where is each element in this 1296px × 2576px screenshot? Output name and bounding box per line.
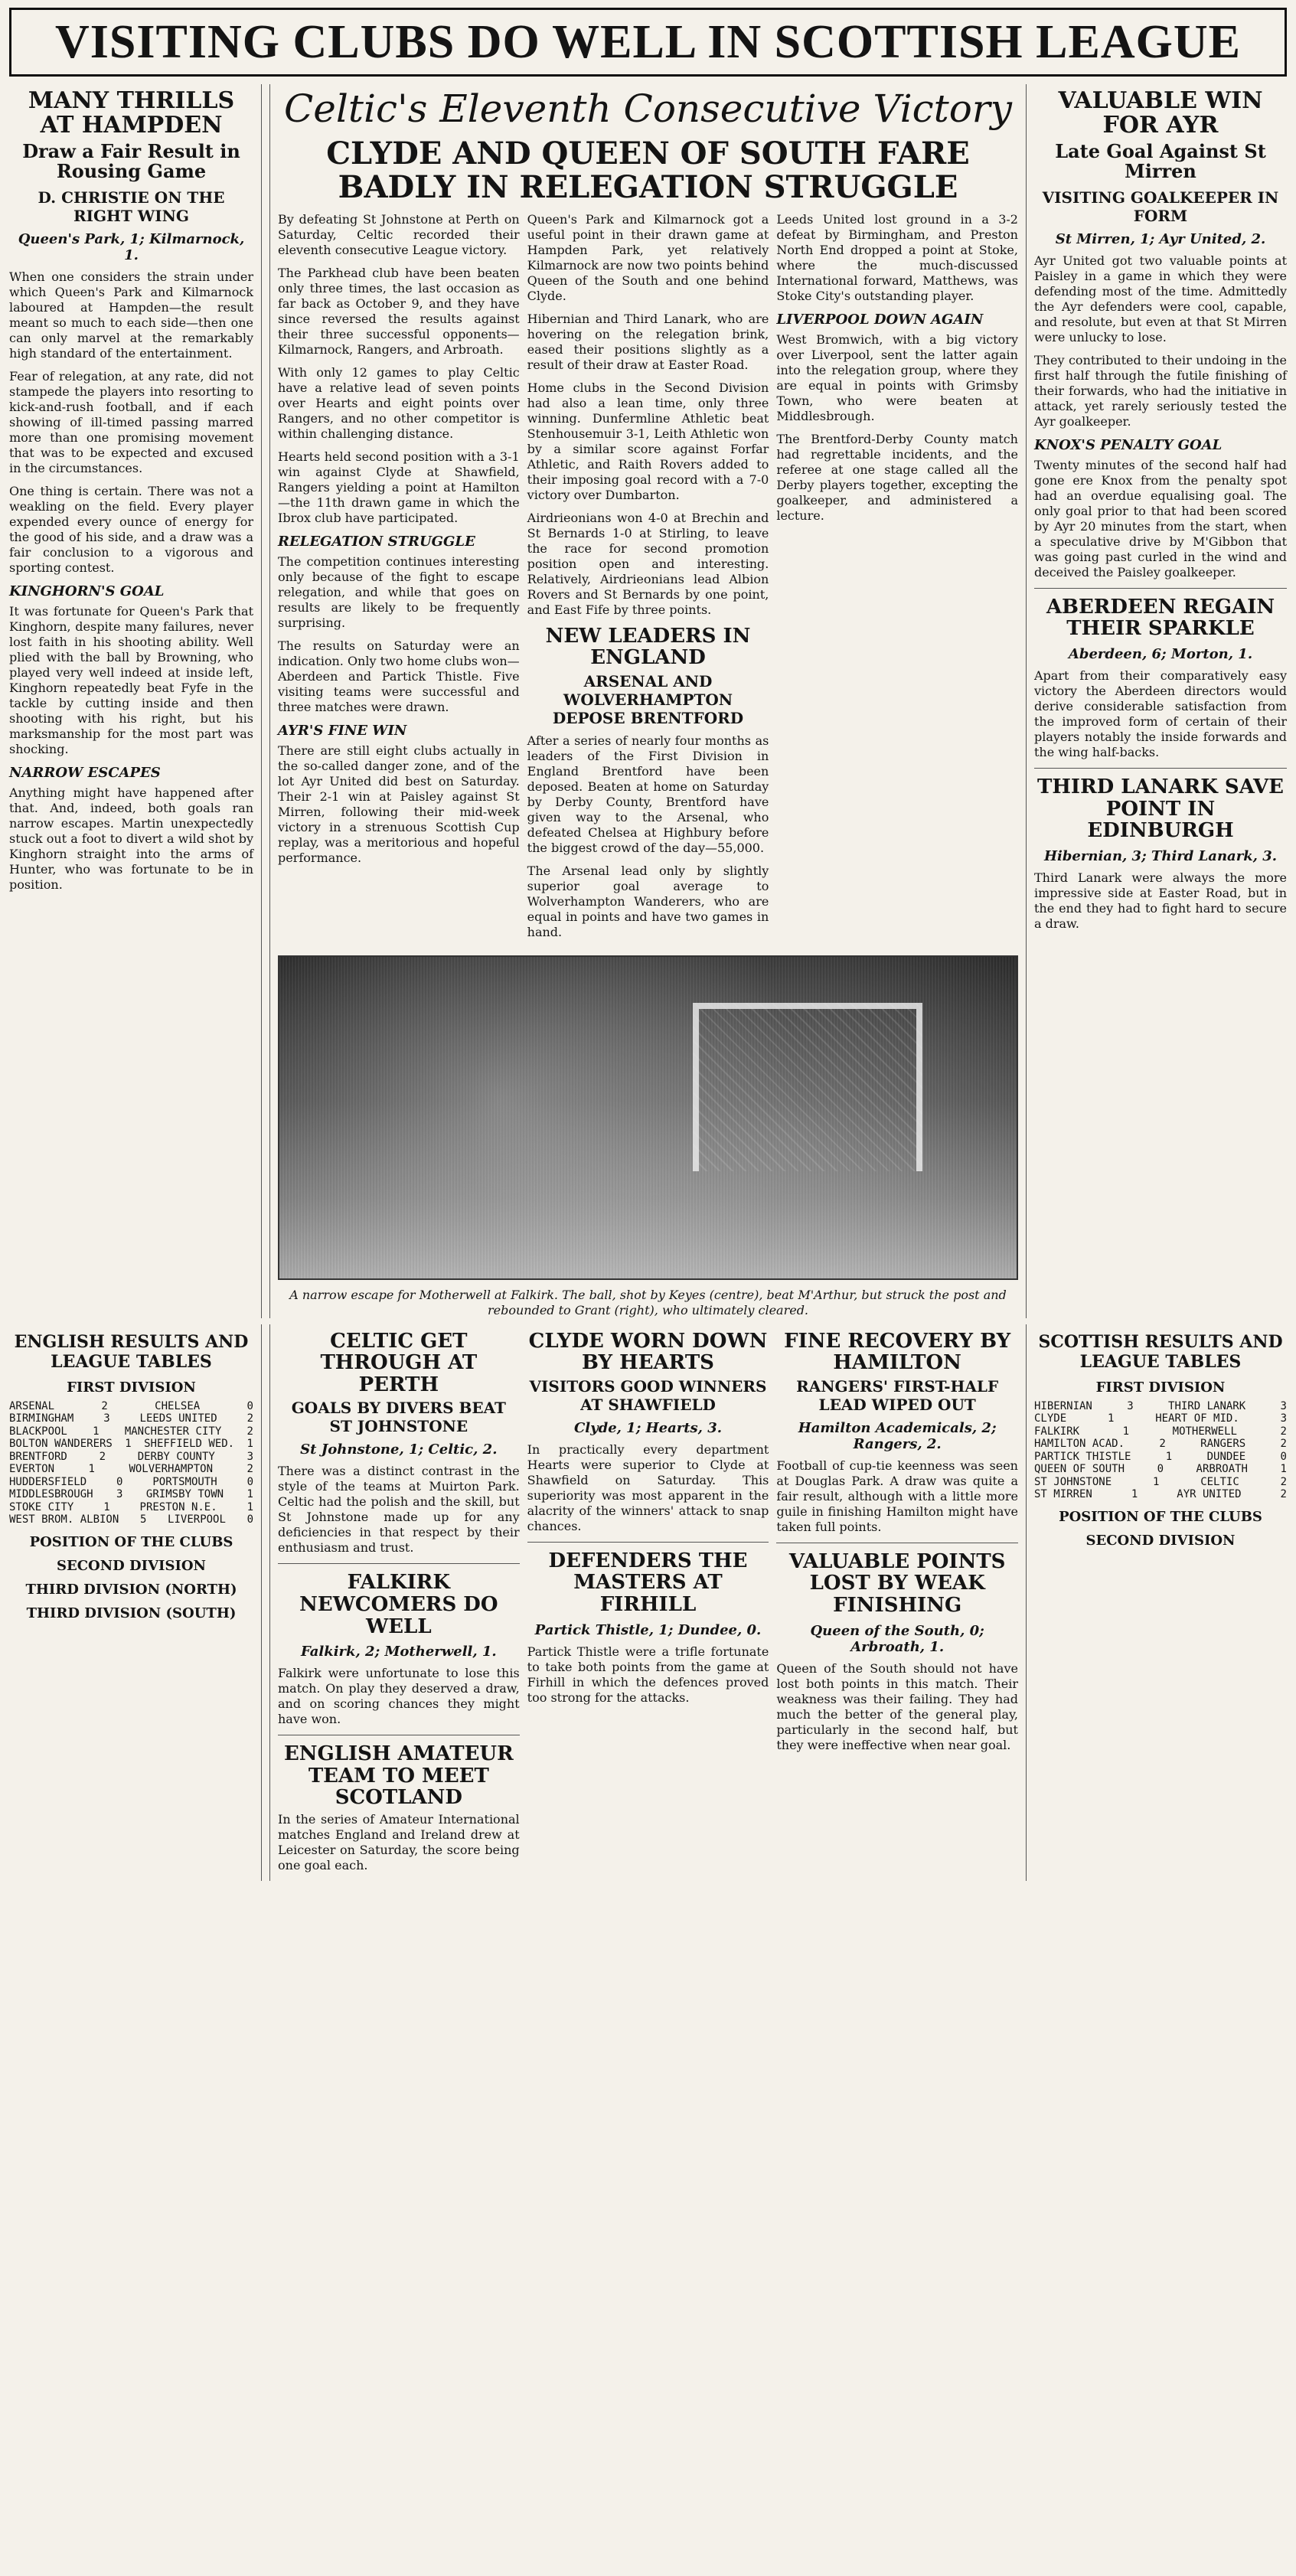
hamilton-head: FINE RECOVERY BY HAMILTON [784,1329,1011,1375]
left-section-head: NARROW ESCAPES [9,764,161,781]
celtic-dateline: St Johnstone, 1; Celtic, 2. [300,1441,498,1458]
top-band [9,84,1287,1318]
result-row [1034,1425,1287,1438]
right-byline: VISITING GOALKEEPER IN FORM [1042,188,1279,225]
rule [527,1542,769,1543]
result-row [9,1476,253,1489]
center-paragraph: Airdrieonians won 4-0 at Brechin and St Bernards 1-0 at Stirling, to leave the race for second promotion position open and interesting. Relatively, Airdrieonians lead Albion Rovers and St Bernards by one point, and East Fife by three points. [527,510,769,617]
weak-finishing-paragraph: Queen of the South should not have lost both points in this match. Their weakness was their failing. They had much the better of the general play, particularly in the second half, but they were ineffective when near goal. [776,1660,1018,1752]
result-row [1034,1438,1287,1451]
home-score: 0 [116,1475,123,1488]
away-score: 2 [1280,1425,1287,1438]
center-headline: CLYDE AND QUEEN OF SOUTH FARE BADLY IN RELEGATION STRUGGLE [326,135,970,205]
away-team: LIVERPOOL [168,1513,226,1526]
lower-middle [269,1324,1027,1881]
away-team: SHEFFIELD WED. [144,1438,235,1451]
clyde-paragraph: In practically every department Hearts were superior to Clyde at Shawfield on Saturday. This superiority was most apparent in the alacrity of the winners' attack to snap chances. [527,1441,769,1533]
result-row [9,1501,253,1514]
scottish-position-head: POSITION OF THE CLUBS [1059,1508,1262,1525]
aberdeen-dateline: Aberdeen, 6; Morton, 1. [1068,645,1253,662]
center-title: Celtic's Eleventh Consecutive Victory [284,87,1012,131]
result-row [9,1438,253,1451]
center-paragraph: The Brentford-Derby County match had regrettable incidents, and the referee at one stage called all the Derby players together, excepting the goalkeeper, and administered a lecture. [776,431,1018,523]
home-team: ARSENAL [9,1399,55,1412]
third-lanark-paragraph: Third Lanark were always the more impressive side at Easter Road, but in the end they had to fight hard to secure a draw. [1034,870,1287,931]
result-row [1034,1400,1287,1413]
photo-caption: A narrow escape for Motherwell at Falkirk. The ball, shot by Keyes (centre), beat M'Arthur, but struck the post and rebounded to Grant (right), who ultimately cleared. [289,1287,1007,1317]
scottish-first-division: FIRST DIVISION [1095,1379,1226,1396]
center-paragraph: After a series of nearly four months as leaders of the First Division in England Brentford have been deposed. Beaten at home on Saturday by Derby County, Brentford have given way to the Arsenal, who defeated Chelsea at Highbury before the biggest crowd of the day—55,000. [527,733,769,855]
center-paragraph: Hibernian and Third Lanark, who are hovering on the relegation brink, eased their positions slightly as a result of their draw at Easter Road. [527,311,769,372]
lower-col-c [776,1324,1018,1881]
result-row [1034,1412,1287,1425]
hamilton-paragraph: Football of cup-tie keenness was seen at Douglas Park. A draw was quite a fair result, although with a little more guile in finishing Hamilton might have taken full points. [776,1458,1018,1534]
away-score: 0 [1280,1450,1287,1463]
center-section-head: RELEGATION STRUGGLE [278,533,475,550]
english-results-head: ENGLISH RESULTS AND LEAGUE TABLES [14,1331,249,1372]
center-paragraph: There are still eight clubs actually in the so-called danger zone, and of the lot Ayr United did best on Saturday. Their 2-1 win at Paisley against St Mirren, following their mid-week victory in a strenuous Scottish Cup replay, was a meritorious and hopeful performance. [278,743,520,865]
home-score: 3 [1127,1399,1134,1412]
lower-col-a [278,1324,520,1881]
left-column [9,84,262,1318]
center-paragraph: With only 12 games to play Celtic have a relative lead of seven points over Hearts and eight points over Rangers, and no other competitor is within challenging distance. [278,364,520,441]
english-position-head: POSITION OF THE CLUBS [29,1533,233,1550]
home-team: QUEEN OF SOUTH [1034,1463,1125,1476]
falkirk-dateline: Falkirk, 2; Motherwell, 1. [300,1644,497,1660]
lower-band [9,1324,1287,1881]
clyde-sub: VISITORS GOOD WINNERS AT SHAWFIELD [529,1376,767,1414]
scottish-results-head: SCOTTISH RESULTS AND LEAGUE TABLES [1038,1331,1283,1372]
home-team: WEST BROM. ALBION [9,1513,119,1526]
center-section-head: AYR'S FINE WIN [278,722,407,739]
celtic-head: CELTIC GET THROUGH AT PERTH [320,1329,478,1396]
result-row [9,1488,253,1501]
home-score: 2 [1159,1438,1166,1451]
home-team: BLACKPOOL [9,1425,67,1438]
right-paragraph: Ayr United got two valuable points at Paisley in a game in which they were defending most of the time. Admittedly the Ayr defenders were cool, capable, and resolute, but even at that St Mirren were unlucky to lose. [1034,253,1287,344]
home-team: EVERTON [9,1463,55,1476]
rule [278,1563,520,1564]
right-paragraph: They contributed to their undoing in the first half through the futile finishing of their forwards, who had the initiative in attack, yet rarely seriously tested the Ayr goalkeeper. [1034,352,1287,429]
home-score: 1 [1165,1450,1173,1463]
english-results-list [9,1400,253,1526]
match-photo [278,955,1018,1280]
away-score: 0 [246,1513,253,1526]
home-score: 1 [93,1425,100,1438]
home-score: 3 [103,1412,110,1425]
weak-finishing-dateline: Queen of the South, 0; Arbroath, 1. [810,1622,984,1655]
left-kicker: MANY THRILLS AT HAMPDEN [28,87,235,139]
hamilton-dateline: Hamilton Academicals, 2; Rangers, 2. [798,1419,997,1452]
result-row [9,1463,253,1476]
amateur-paragraph: In the series of Amateur International matches England and Ireland drew at Leicester on Saturday, the score being one goal each. [278,1812,520,1873]
home-score: 1 [103,1500,110,1513]
rule [1034,588,1287,589]
result-row [9,1400,253,1413]
right-column [1034,84,1287,1318]
right-kicker: VALUABLE WIN FOR AYR [1058,87,1263,139]
amateur-head: ENGLISH AMATEUR TEAM TO MEET SCOTLAND [283,1742,514,1810]
away-score: 2 [1280,1475,1287,1488]
home-team: ST MIRREN [1034,1488,1092,1501]
right-section-head: KNOX'S PENALTY GOAL [1034,436,1223,453]
english-first-division: FIRST DIVISION [67,1379,196,1396]
away-team: MANCHESTER CITY [124,1425,222,1438]
away-team: LEEDS UNITED [139,1412,217,1425]
center-paragraph: Leeds United lost ground in a 3-2 defeat by Birmingham, and Preston North End dropped a point at Stoke, where the much-discussed International forward, Matthews, was Stoke City's outstanding player. [776,211,1018,303]
away-score: 2 [246,1412,253,1425]
away-score: 0 [246,1399,253,1412]
away-score: 1 [1280,1463,1287,1476]
away-score: 1 [246,1488,253,1501]
left-paragraph: Fear of relegation, at any rate, did not stampede the players into resorting to kick-and-rush football, and if each showing of ill-timed passing marred more than one promising movement that was to be expected and excused in the circumstances. [9,368,253,475]
center-col-1 [278,212,520,948]
celtic-sub: GOALS BY DIVERS BEAT ST JOHNSTONE [291,1399,506,1436]
home-team: MIDDLESBROUGH [9,1488,93,1501]
home-score: 1 [1107,1412,1115,1425]
away-team: RANGERS [1200,1438,1246,1451]
away-score: 2 [1280,1438,1287,1451]
away-team: ARBROATH [1196,1463,1248,1476]
left-section-head: KINGHORN'S GOAL [9,583,165,599]
away-score: 2 [1280,1488,1287,1501]
center-paragraph: The results on Saturday were an indication. Only two home clubs won—Aberdeen and Partick Thistle. Five visiting teams were successful and three matches were drawn. [278,638,520,714]
firhill-paragraph: Partick Thistle were a trifle fortunate to take both points from the game at Firhill in which the defences proved too strong for the attacks. [527,1644,769,1705]
lower-middle-columns [278,1324,1018,1881]
right-paragraph: Twenty minutes of the second half had gone ere Knox from the penalty spot had an overdue equalising goal. The only goal prior to that had been scored by Ayr 20 minutes from the start, when a speculative drive by M'Gibbon that was going past curled in the wind and deceived the Paisley goalkeeper. [1034,457,1287,580]
away-team: WOLVERHAMPTON [129,1463,214,1476]
away-team: MOTHERWELL [1172,1425,1237,1438]
home-score: 1 [1122,1425,1130,1438]
left-paragraph: One thing is certain. There was not a weakling on the field. Every player expended every ounce of energy for the good of his side, and a draw was a fair conclusion to a vigorous and sporting contest. [9,483,253,575]
english-third-south: THIRD DIVISION (SOUTH) [26,1605,237,1621]
center-section-head: LIVERPOOL DOWN AGAIN [776,311,984,328]
home-team: BIRMINGHAM [9,1412,74,1425]
result-row [1034,1451,1287,1464]
aberdeen-head: ABERDEEN REGAIN THEIR SPARKLE [1046,595,1275,641]
lower-left-column [9,1324,262,1881]
weak-finishing-head: VALUABLE POINTS LOST BY WEAK FINISHING [788,1549,1006,1618]
home-score: 1 [1131,1488,1138,1501]
home-score: 0 [1157,1463,1164,1476]
falkirk-head: FALKIRK NEWCOMERS DO WELL [299,1571,498,1638]
away-team: CHELSEA [155,1399,201,1412]
scottish-results-list [1034,1400,1287,1501]
home-team: BRENTFORD [9,1450,67,1463]
center-col-2 [527,212,769,948]
home-team: CLYDE [1034,1412,1067,1425]
firhill-dateline: Partick Thistle, 1; Dundee, 0. [534,1621,762,1638]
home-score: 1 [125,1438,132,1451]
left-paragraph: Anything might have happened after that. And, indeed, both goals ran narrow escapes. Martin unexpectedly stuck out a foot to divert a wild shot by Kinghorn straight into the arms of Hunter, who was fortunate to be in position. [9,785,253,892]
left-byline: D. CHRISTIE ON THE RIGHT WING [38,188,225,225]
center-paragraph: The competition continues interesting only because of the fight to escape relegation, and while that goes on results are likely to be frequently surprising. [278,553,520,630]
left-paragraph: It was fortunate for Queen's Park that Kinghorn, despite many failures, never lost faith in his shooting ability. Well plied with the ball by Browning, who played very well indeed at inside left, Kinghorn repeatedly beat Fyfe in the tackle by cutting inside and then shooting with his right, but his marksmanship for the most part was shocking. [9,603,253,756]
masthead: VISITING CLUBS DO WELL IN SCOTTISH LEAGUE [9,8,1287,77]
center-paragraph: Home clubs in the Second Division had also a lean time, only three winning. Dunfermline Athletic beat Stenhousemuir 3-1, Leith Athletic won by a similar score against Forfar Athletic, and Raith Rovers added to their imposing goal record with a 7-0 victory over Dumbarton. [527,380,769,502]
home-team: ST JOHNSTONE [1034,1475,1112,1488]
lower-right-column [1034,1324,1287,1881]
goal-frame [693,1003,922,1171]
third-lanark-dateline: Hibernian, 3; Third Lanark, 3. [1043,847,1277,864]
center-subhead: NEW LEADERS IN ENGLAND [545,624,751,670]
home-score: 2 [101,1399,108,1412]
home-score: 1 [1152,1475,1160,1488]
falkirk-paragraph: Falkirk were unfortunate to lose this match. On play they deserved a draw, and on scoring chances they might have won. [278,1666,520,1727]
away-team: HEART OF MID. [1155,1412,1239,1425]
center-subsub: ARSENAL AND WOLVERHAMPTON DEPOSE BRENTFORD [552,671,744,727]
result-row [9,1513,253,1526]
result-row [1034,1463,1287,1476]
left-sub: Draw a Fair Result in Rousing Game [22,140,240,183]
away-score: 2 [246,1425,253,1438]
away-team: AYR UNITED [1177,1488,1242,1501]
away-score: 2 [246,1463,253,1476]
center-paragraph: By defeating St Johnstone at Perth on Saturday, Celtic recorded their eleventh consecutive League victory. [278,211,520,257]
home-team: BOLTON WANDERERS [9,1438,113,1451]
home-team: HAMILTON ACAD. [1034,1438,1125,1451]
english-third-north: THIRD DIVISION (NORTH) [25,1581,237,1598]
away-score: 3 [1280,1399,1287,1412]
firhill-head: DEFENDERS THE MASTERS AT FIRHILL [548,1549,748,1617]
english-second-division: SECOND DIVISION [56,1557,207,1574]
home-team: PARTICK THISTLE [1034,1450,1131,1463]
away-team: CELTIC [1200,1475,1239,1488]
away-score: 1 [246,1438,253,1451]
result-row [1034,1476,1287,1489]
home-score: 3 [116,1488,123,1501]
result-row [1034,1488,1287,1501]
result-row [9,1412,253,1425]
away-team: DERBY COUNTY [137,1450,215,1463]
aberdeen-paragraph: Apart from their comparatively easy victory the Aberdeen directors would derive considerable satisfaction from the improved form of certain of their players notably the inside forwards and the wing half-backs. [1034,668,1287,759]
rule [1034,768,1287,769]
clyde-dateline: Clyde, 1; Hearts, 3. [573,1419,722,1436]
clyde-head: CLYDE WORN DOWN BY HEARTS [528,1329,768,1375]
away-team: DUNDEE [1206,1450,1246,1463]
away-score: 3 [1280,1412,1287,1425]
center-text-columns [278,212,1018,948]
away-team: PORTSMOUTH [152,1475,217,1488]
center-paragraph: Queen's Park and Kilmarnock got a useful point in their drawn game at Hampden Park, yet relatively Kilmarnock are now two points behind Queen of the South and one behind Clyde. [527,211,769,303]
center-paragraph: Hearts held second position with a 3-1 win against Clyde at Shawfield, Rangers yielding a point at Hamilton—the 11th drawn game in which the Ibrox club have participated. [278,449,520,525]
right-sub: Late Goal Against St Mirren [1055,140,1266,183]
center-paragraph: The Parkhead club have been beaten only three times, the last occasion as far back as October 9, and they have since reversed the results against their three successful opponents—Kilmarnock, Rangers, and Arbroath. [278,265,520,357]
left-dateline: Queen's Park, 1; Kilmarnock, 1. [18,230,245,263]
celtic-paragraph: There was a distinct contrast in the style of the teams at Muirton Park. Celtic had the polish and the skill, but St Johnstone made up for any deficiencies in that respect by their enthusiasm and trust. [278,1464,520,1556]
right-dateline: St Mirren, 1; Ayr United, 2. [1055,230,1266,247]
result-row [9,1425,253,1438]
home-team: FALKIRK [1034,1425,1080,1438]
left-paragraph: When one considers the strain under which Queen's Park and Kilmarnock laboured at Hampden—the result meant so much to each side—then one can only marvel at the remarkably high standard of the entertainment. [9,269,253,361]
center-paragraph: The Arsenal lead only by slightly superior goal average to Wolverhampton Wanderers, who are equal in points and have two games in hand. [527,863,769,939]
away-team: THIRD LANARK [1168,1399,1246,1412]
scottish-second-division: SECOND DIVISION [1085,1532,1236,1549]
away-score: 0 [246,1475,253,1488]
away-team: GRIMSBY TOWN [145,1488,224,1501]
result-row [9,1451,253,1464]
home-score: 5 [139,1513,147,1526]
center-col-3 [776,212,1018,948]
home-team: STOKE CITY [9,1500,74,1513]
away-score: 3 [246,1450,253,1463]
away-team: PRESTON N.E. [139,1500,217,1513]
home-score: 1 [88,1463,95,1476]
home-team: HUDDERSFIELD [9,1475,87,1488]
third-lanark-head: THIRD LANARK SAVE POINT IN EDINBURGH [1037,775,1284,843]
away-score: 1 [246,1500,253,1513]
hamilton-sub: RANGERS' FIRST-HALF LEAD WIPED OUT [796,1376,999,1414]
lower-col-b [527,1324,769,1881]
center-column [269,84,1027,1318]
center-paragraph: West Bromwich, with a big victory over Liverpool, sent the latter again into the relegation group, where they are equal in points with Grimsby Town, who were beaten at Middlesbrough. [776,331,1018,423]
home-score: 2 [99,1450,106,1463]
home-team: HIBERNIAN [1034,1399,1092,1412]
